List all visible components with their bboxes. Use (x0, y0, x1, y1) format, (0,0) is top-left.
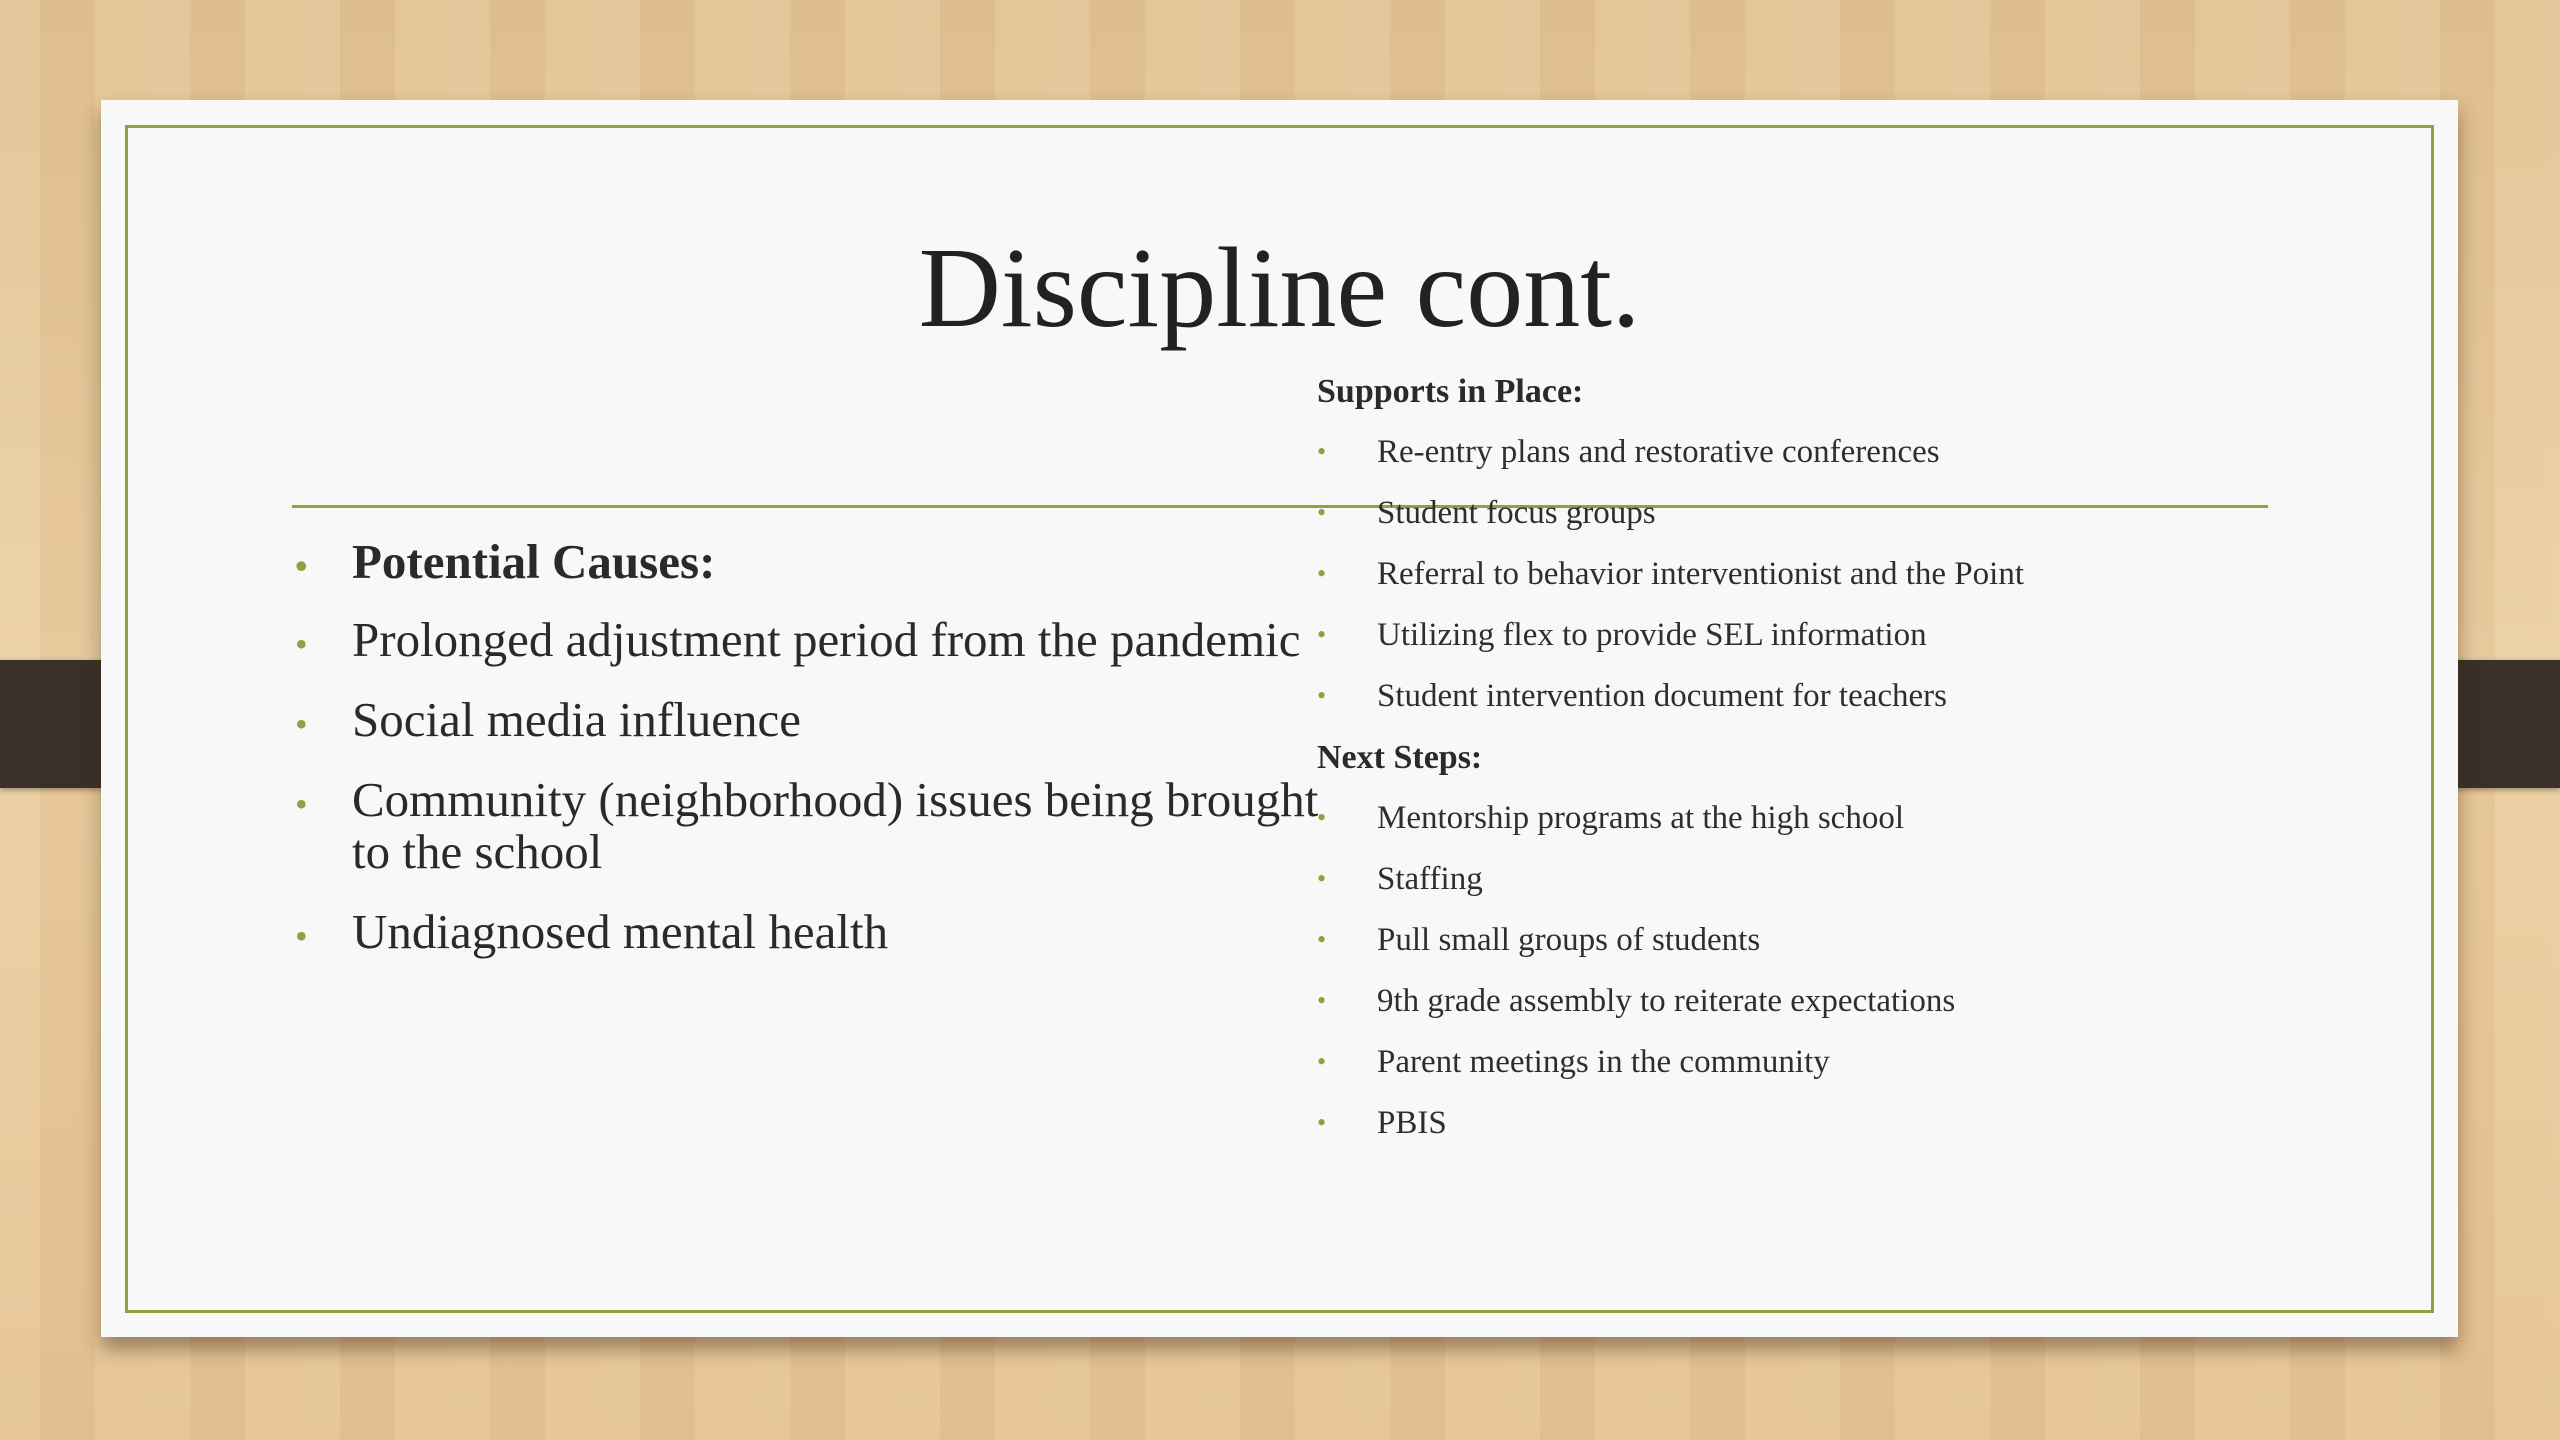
supports-heading: Supports in Place: (1317, 373, 1584, 410)
list-item (1317, 859, 2317, 899)
list-item-text: Staffing (1377, 861, 1483, 897)
bullet-icon: • (1317, 1108, 1327, 1137)
list-item-text: Referral to behavior interventionist and the Point (1377, 556, 2024, 592)
bullet-icon: • (1317, 864, 1327, 893)
list-item (291, 694, 1351, 746)
list-item-text: Student focus groups (1377, 495, 1656, 531)
list-item-text: Pull small groups of students (1377, 922, 1761, 958)
bullet-icon: • (1317, 1047, 1327, 1076)
bullet-icon: • (1317, 803, 1327, 832)
list-item (291, 906, 1351, 958)
bullet-icon: • (1317, 681, 1327, 710)
list-item (1317, 676, 2317, 716)
list-item-text: Community (neighborhood) issues being brought to the school (352, 772, 1319, 879)
list-item-text: Mentorship programs at the high school (1377, 800, 1905, 836)
bullet-icon: • (295, 784, 308, 824)
potential-causes-heading: Potential Causes: (352, 534, 716, 589)
list-item (1317, 554, 2317, 594)
bullet-icon: • (295, 704, 308, 744)
list-item-text: Undiagnosed mental health (352, 904, 889, 959)
list-item (1317, 493, 2317, 533)
list-item (291, 614, 1351, 666)
list-item-text: Student intervention document for teachers (1377, 678, 1947, 714)
supports-list (1317, 432, 2317, 716)
list-item (1317, 432, 2317, 472)
bullet-icon: • (295, 916, 308, 956)
bullet-icon: • (295, 624, 308, 664)
bullet-icon: • (1317, 437, 1327, 466)
bullet-icon: • (1317, 498, 1327, 527)
bullet-icon: • (1317, 559, 1327, 588)
list-item (1317, 615, 2317, 655)
list-item-text: 9th grade assembly to reiterate expectations (1377, 983, 1956, 1019)
list-item-text: Prolonged adjustment period from the pandemic (352, 612, 1301, 667)
potential-causes-column (291, 536, 1351, 986)
supports-and-next-steps-column (1317, 372, 2317, 1165)
list-item (1317, 920, 2317, 960)
list-item (291, 774, 1351, 878)
list-item (291, 536, 1351, 588)
list-item (1317, 1042, 2317, 1082)
next-steps-list (1317, 798, 2317, 1143)
list-item (1317, 1103, 2317, 1143)
bullet-icon: • (1317, 620, 1327, 649)
list-item-text: Utilizing flex to provide SEL information (1377, 617, 1927, 653)
list-item-text: Parent meetings in the community (1377, 1044, 1830, 1080)
slide-canvas (101, 100, 2458, 1337)
list-item-text: Re-entry plans and restorative conferences (1377, 434, 1940, 470)
slide-title: Discipline cont. (918, 224, 1641, 351)
bullet-icon: • (295, 546, 308, 586)
list-item (1317, 981, 2317, 1021)
list-item-text: Social media influence (352, 692, 801, 747)
next-steps-heading: Next Steps: (1317, 739, 1483, 776)
list-item (1317, 798, 2317, 838)
potential-causes-list (291, 536, 1351, 958)
bullet-icon: • (1317, 925, 1327, 954)
list-item-text: PBIS (1377, 1105, 1447, 1141)
bullet-icon: • (1317, 986, 1327, 1015)
